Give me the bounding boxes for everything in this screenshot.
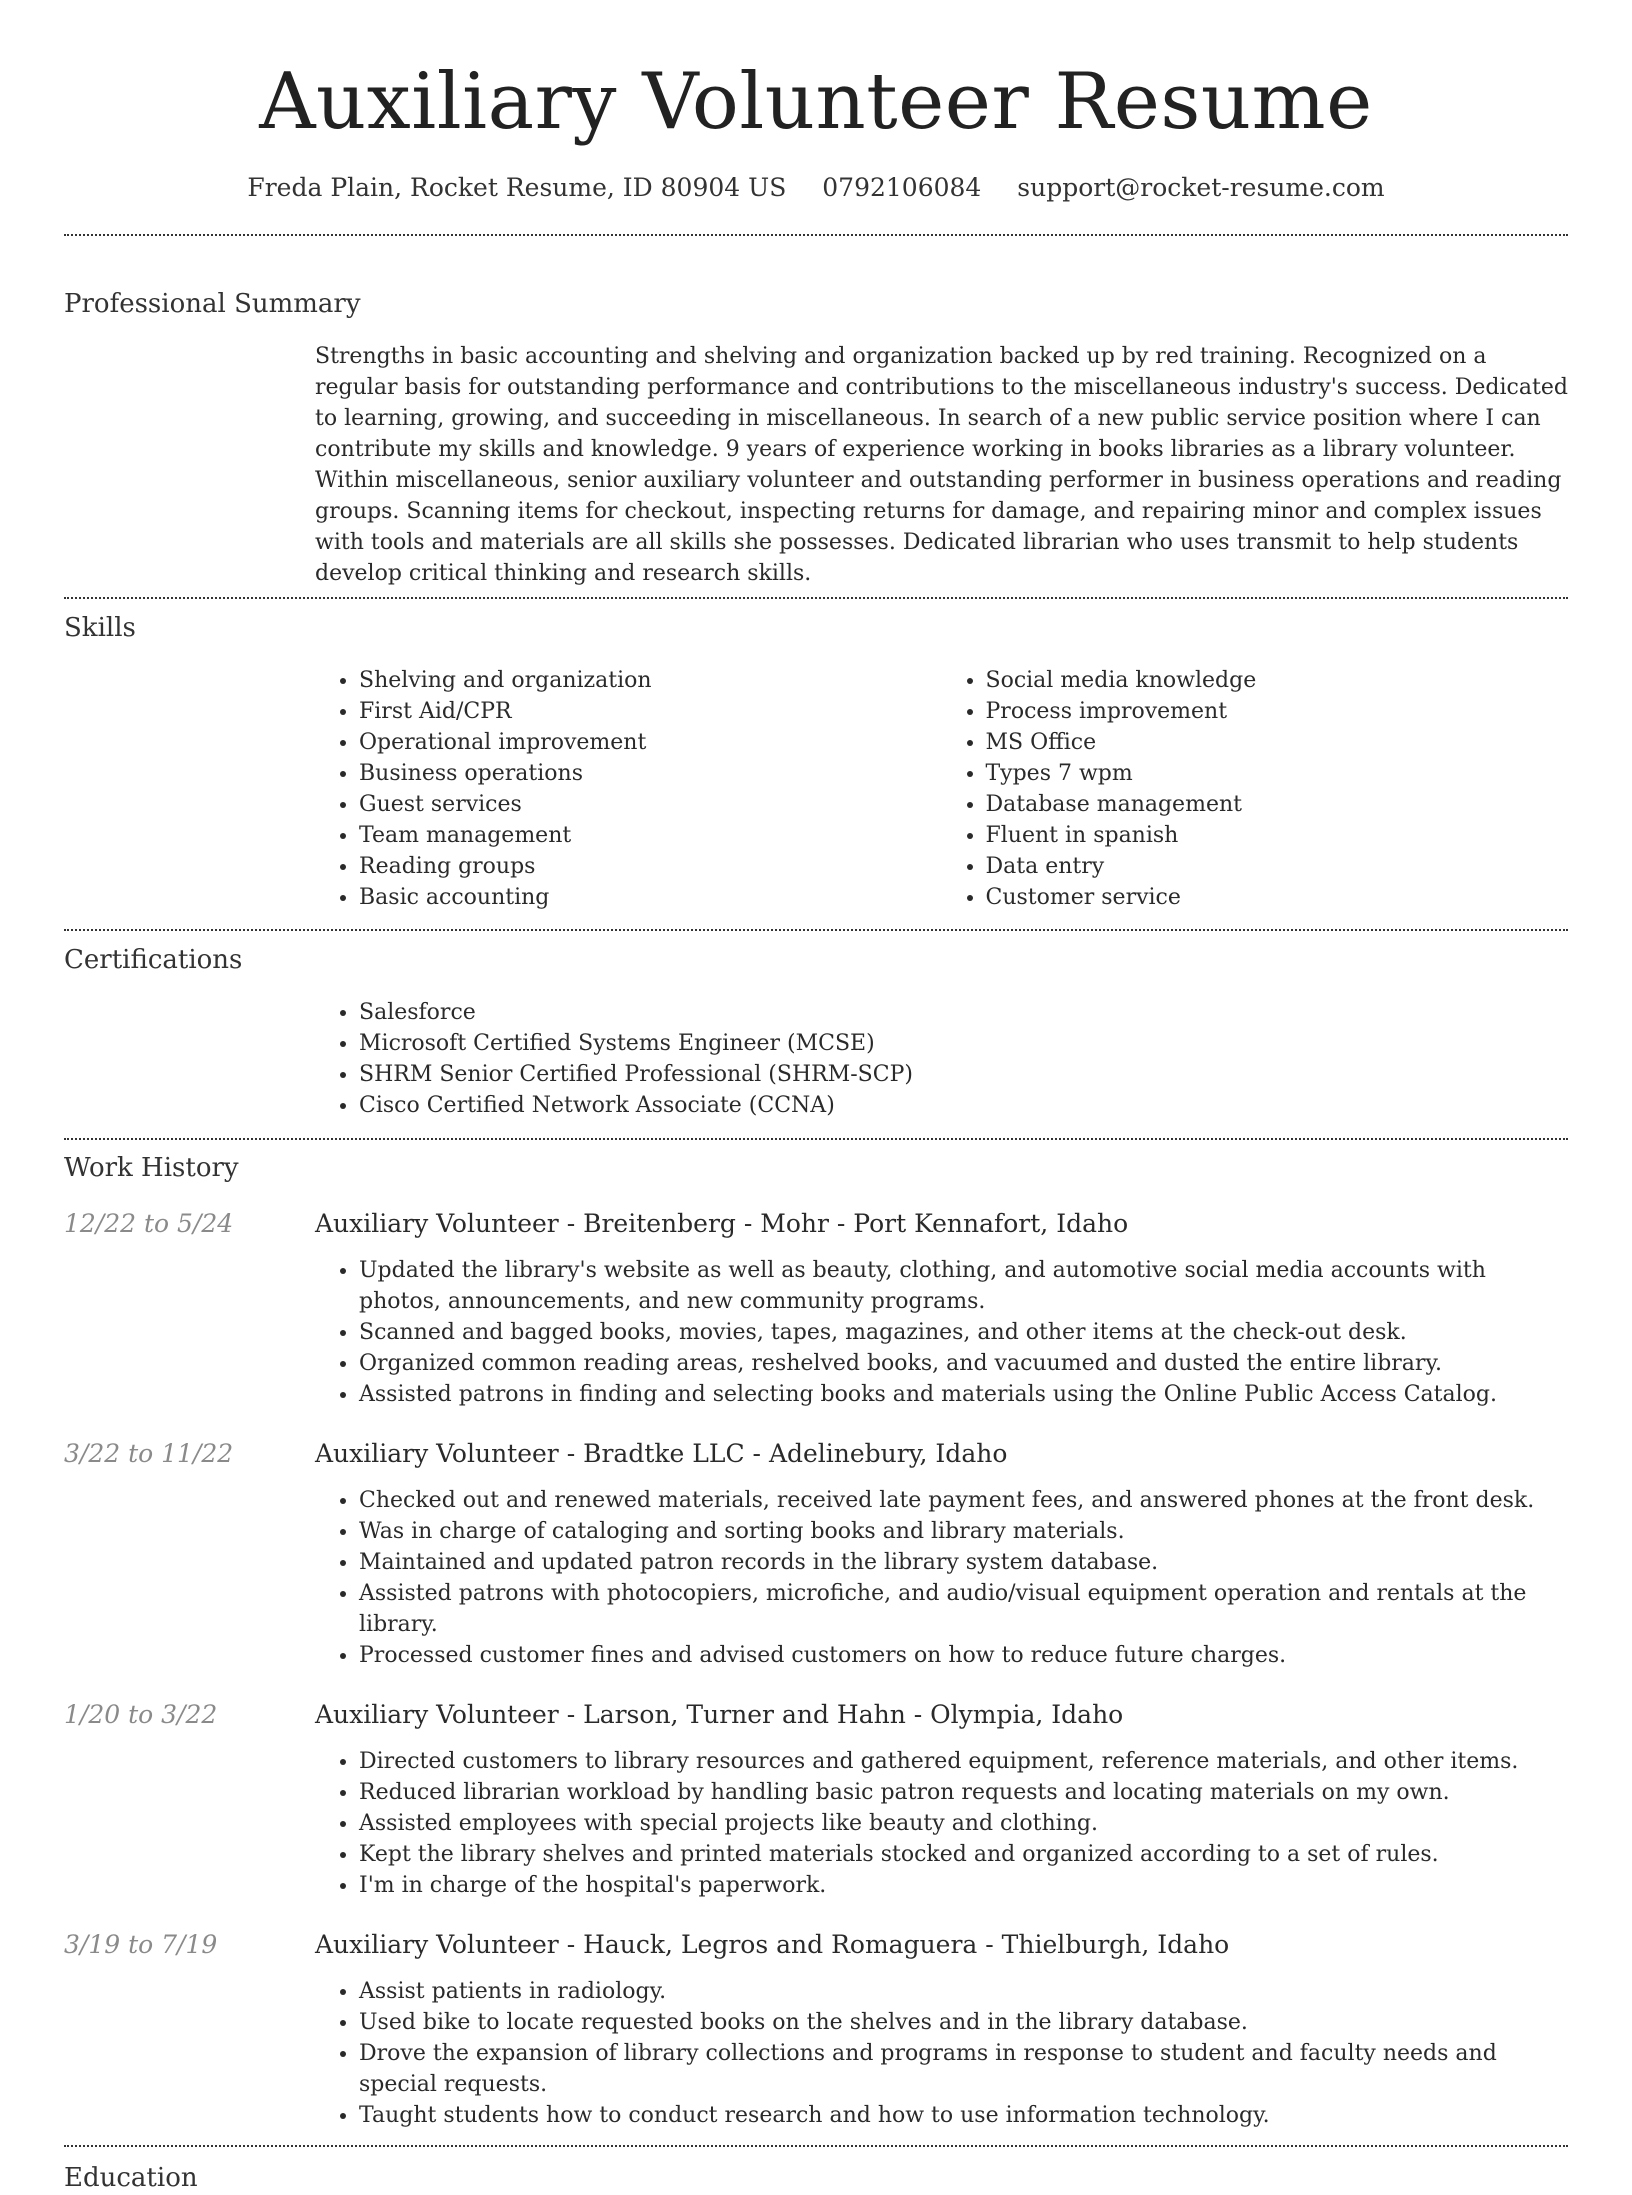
skill-item: • Reading groups [359,851,942,882]
job-bullet: • Drove the expansion of library collections and programs in response to student and faculty needs and special requests. [359,2038,1568,2100]
resume-title: Auxiliary Volunteer Resume [259,57,1373,147]
certifications-list [315,997,1568,1121]
skill-item: • Shelving and organization [359,665,942,696]
skill-item: • Types 7 wpm [986,758,1569,789]
skill-item: • Basic accounting [359,882,942,913]
job-bullets [315,1746,1568,1901]
job-bullet: • Scanned and bagged books, movies, tapes, magazines, and other items at the check-out desk. [359,1317,1568,1348]
job-bullet: • Checked out and renewed materials, received late payment fees, and answered phones at the front desk. [359,1485,1568,1516]
job-bullets [315,1255,1568,1410]
job-bullets [315,1976,1568,2131]
skills-list-right [942,665,1569,913]
job-entry [64,1698,1568,1901]
job-bullet: • Reduced librarian workload by handling basic patron requests and locating materials on my own. [359,1777,1568,1808]
job-bullet: • Taught students how to conduct research and how to use information technology. [359,2100,1568,2131]
contact-address: Freda Plain, Rocket Resume, ID 80904 US [247,173,787,202]
education-heading: Education [64,2163,198,2193]
summary-heading: Professional Summary [64,289,361,319]
job-dates: 3/22 to 11/22 [64,1439,234,1468]
skills-section [64,599,1568,913]
job-bullet: • Processed customer fines and advised customers on how to reduce future charges. [359,1640,1568,1671]
contact-line [64,170,1568,206]
job-dates: 1/20 to 3/22 [64,1700,218,1729]
job-entry [64,1437,1568,1671]
job-dates: 3/19 to 7/19 [64,1930,218,1959]
certification-item: • Salesforce [359,997,1568,1028]
certifications-heading: Certifications [64,945,243,975]
skills-columns [315,665,1568,913]
job-title: Auxiliary Volunteer - Breitenberg - Mohr - Port Kennafort, Idaho [315,1209,1129,1238]
skill-item: • Business operations [359,758,942,789]
job-bullet: • Kept the library shelves and printed materials stocked and organized according to a set of rules. [359,1839,1568,1870]
resume-page [64,0,1568,2195]
skill-item: • Team management [359,820,942,851]
certifications-section [64,931,1568,1121]
certification-item: • Cisco Certified Network Associate (CCNA) [359,1090,1568,1121]
summary-body [315,341,1568,589]
skill-item: • Fluent in spanish [986,820,1569,851]
certification-item: • SHRM Senior Certified Professional (SHRM-SCP) [359,1059,1568,1090]
job-entry [64,1928,1568,2131]
job-bullet: • I'm in charge of the hospital's paperwork. [359,1870,1568,1901]
job-bullet: • Directed customers to library resources and gathered equipment, reference materials, and other items. [359,1746,1568,1777]
skills-heading: Skills [64,613,136,643]
certification-item: • Microsoft Certified Systems Engineer (MCSE) [359,1028,1568,1059]
job-dates: 12/22 to 5/24 [64,1209,234,1238]
job-bullet: • Assist patients in radiology. [359,1976,1568,2007]
job-title: Auxiliary Volunteer - Hauck, Legros and Romaguera - Thielburgh, Idaho [315,1930,1230,1959]
skill-item: • Data entry [986,851,1569,882]
job-title: Auxiliary Volunteer - Bradtke LLC - Adelinebury, Idaho [315,1439,1008,1468]
contact-phone: 0792106084 [822,173,982,202]
certifications-body [315,997,1568,1121]
job-bullet: • Updated the library's website as well as beauty, clothing, and automotive social media accounts with photos, announcements, and new community programs. [359,1255,1568,1317]
job-bullet: • Was in charge of cataloging and sorting books and library materials. [359,1516,1568,1547]
job-bullet: • Maintained and updated patron records in the library system database. [359,1547,1568,1578]
section-divider [64,2145,1568,2147]
job-bullet: • Assisted patrons in finding and selecting books and materials using the Online Public Access Catalog. [359,1379,1568,1410]
skill-item: • Customer service [986,882,1569,913]
job-bullet: • Assisted employees with special projects like beauty and clothing. [359,1808,1568,1839]
work-history-section [64,1140,1568,2131]
skill-item: • Process improvement [986,696,1569,727]
skill-item: • First Aid/CPR [359,696,942,727]
skills-list-left [315,665,942,913]
job-bullet: • Organized common reading areas, reshelved books, and vacuumed and dusted the entire library. [359,1348,1568,1379]
job-bullet: • Assisted patrons with photocopiers, microfiche, and audio/visual equipment operation and rentals at the library. [359,1578,1568,1640]
job-entry [64,1207,1568,1410]
skill-item: • Guest services [359,789,942,820]
job-title: Auxiliary Volunteer - Larson, Turner and Hahn - Olympia, Idaho [315,1700,1124,1729]
skill-item: • MS Office [986,727,1569,758]
summary-section [64,236,1568,589]
work-history-heading: Work History [64,1153,239,1183]
summary-text: Strengths in basic accounting and shelving and organization backed up by red training. Recognized on a regular basis for outstanding performance and contributions to the miscellaneous industry's success. Dedicated to learning, growing, and succeeding in miscellaneous. In search of a new public service position where I can contribute my skills and knowledge. 9 years of experience working in books libraries as a library volunteer. Within miscellaneous, senior auxiliary volunteer and outstanding performer in business operations and reading groups. Scanning items for checkout, inspecting returns for damage, and repairing minor and complex issues with tools and materials are all skills she possesses. Dedicated librarian who uses transmit to help students develop critical thinking and research skills. [315,344,1568,586]
skill-item: • Operational improvement [359,727,942,758]
job-bullets [315,1485,1568,1671]
job-bullet: • Used bike to locate requested books on the shelves and in the library database. [359,2007,1568,2038]
skill-item: • Social media knowledge [986,665,1569,696]
contact-email: support@rocket-resume.com [1017,173,1385,202]
skill-item: • Database management [986,789,1569,820]
